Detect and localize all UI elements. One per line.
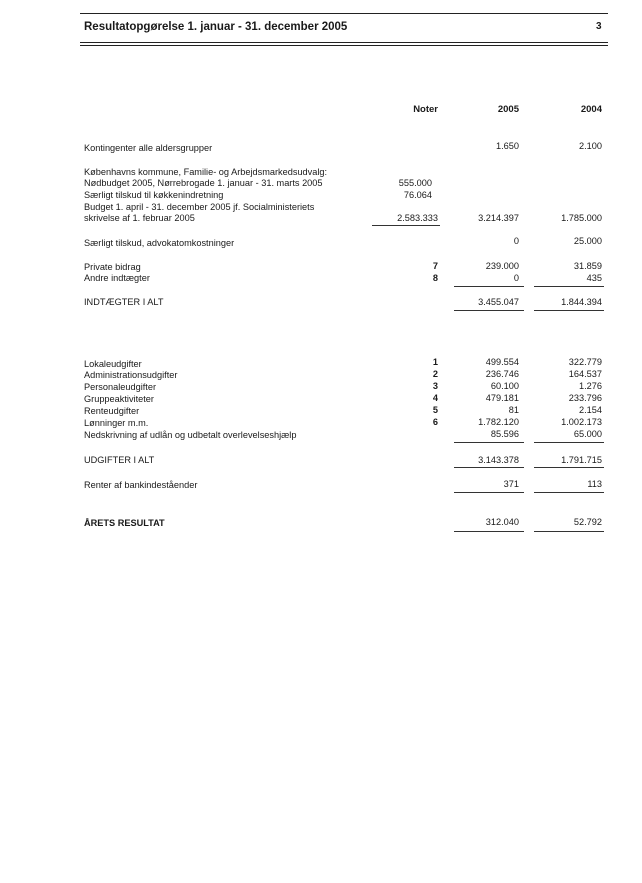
note-col-budget: 2.583.333 <box>397 213 438 223</box>
row-heading-kbh: Københavns kommune, Familie- og Arbejdsmarkedsudvalg: <box>84 167 328 177</box>
value-2005-resultat: 312.040 <box>485 517 519 527</box>
value-2005-personaleudgifter: 60.100 <box>490 381 519 391</box>
value-2004-personaleudgifter: 1.276 <box>579 381 602 391</box>
underline-2004-renter <box>534 492 604 493</box>
note-andre: 8 <box>432 273 438 283</box>
row-label-budget-line2: skrivelse af 1. februar 2005 <box>84 213 195 223</box>
underline-2005-resultat <box>454 531 524 532</box>
row-label-nedskrivning: Nedskrivning af udlån og udbetalt overlevelseshjælp <box>84 430 297 440</box>
value-2005-indtaegter-total: 3.455.047 <box>478 297 519 307</box>
value-2004-advokat: 25.000 <box>573 236 602 246</box>
note-col-noedbudget: 555.000 <box>398 178 432 188</box>
page-number: 3 <box>596 21 602 32</box>
value-2004-renter: 113 <box>587 479 602 489</box>
value-2004-budget: 1.785.000 <box>561 213 602 223</box>
value-2005-private: 239.000 <box>485 261 519 271</box>
value-2004-resultat: 52.792 <box>573 517 602 527</box>
value-2005-udgifter-total: 3.143.378 <box>478 455 519 465</box>
row-label-renter: Renter af bankindeståender <box>84 480 198 490</box>
row-label-saerligt-koekken: Særligt tilskud til køkkenindretning <box>84 190 224 200</box>
note-loenninger: 6 <box>432 417 438 427</box>
underline-2005-indtaegter-total <box>454 310 524 311</box>
value-2005-andre: 0 <box>513 273 519 283</box>
row-label-noedbudget: Nødbudget 2005, Nørrebrogade 1. januar - 31. marts 2005 <box>84 178 323 188</box>
row-label-private: Private bidrag <box>84 262 141 272</box>
row-label-udgifter-total: UDGIFTER I ALT <box>84 455 155 465</box>
column-header-2004: 2004 <box>580 104 602 115</box>
header-top-rule <box>80 13 608 14</box>
value-2005-administrationsudgifter: 236.746 <box>485 369 519 379</box>
underline-2005-udgifter-total <box>454 467 524 468</box>
row-label-budget-line1: Budget 1. april - 31. december 2005 jf. Socialministeriets <box>84 202 315 212</box>
underline-2005-andre <box>454 286 524 287</box>
header-bottom-rule-2 <box>80 45 608 46</box>
underline-2004-resultat <box>534 531 604 532</box>
row-label-loenninger: Lønninger m.m. <box>84 418 149 428</box>
column-header-2005: 2005 <box>497 104 519 115</box>
row-label-advokat: Særligt tilskud, advokatomkostninger <box>84 238 235 248</box>
value-2005-renter: 371 <box>503 479 519 489</box>
note-personaleudgifter: 3 <box>432 381 438 391</box>
note-administrationsudgifter: 2 <box>432 369 438 379</box>
note-private: 7 <box>432 261 438 271</box>
underline-2004-udgifter-total <box>534 467 604 468</box>
row-label-renteudgifter: Renteudgifter <box>84 406 140 416</box>
underline-2004-andre <box>534 286 604 287</box>
value-2005-nedskrivning: 85.596 <box>490 429 519 439</box>
value-2005-renteudgifter: 81 <box>508 405 519 415</box>
value-2005-gruppeaktiviteter: 479.181 <box>485 393 519 403</box>
column-header-noter: Noter <box>413 104 438 115</box>
value-2005-lokaleudgifter: 499.554 <box>485 357 519 367</box>
value-2004-andre: 435 <box>586 273 602 283</box>
row-label-lokaleudgifter: Lokaleudgifter <box>84 359 142 369</box>
value-2004-private: 31.859 <box>573 261 602 271</box>
row-label-resultat: ÅRETS RESULTAT <box>84 518 165 528</box>
note-lokaleudgifter: 1 <box>432 357 438 367</box>
value-2004-administrationsudgifter: 164.537 <box>568 369 602 379</box>
note-renteudgifter: 5 <box>432 405 438 415</box>
value-2005-advokat: 0 <box>513 236 519 246</box>
note-gruppeaktiviteter: 4 <box>432 393 438 403</box>
row-label-personaleudgifter: Personaleudgifter <box>84 382 157 392</box>
underline-2005-renter <box>454 492 524 493</box>
row-label-administrationsudgifter: Administrationsudgifter <box>84 370 178 380</box>
value-2004-nedskrivning: 65.000 <box>573 429 602 439</box>
value-2004-renteudgifter: 2.154 <box>579 405 602 415</box>
value-2004-kontingenter: 2.100 <box>579 141 602 151</box>
underline-budget-note-col <box>372 225 440 226</box>
value-2004-gruppeaktiviteter: 233.796 <box>568 393 602 403</box>
value-2004-loenninger: 1.002.173 <box>561 417 602 427</box>
row-label-kontingenter: Kontingenter alle aldersgrupper <box>84 143 213 153</box>
value-2004-lokaleudgifter: 322.779 <box>568 357 602 367</box>
underline-2005-expenses <box>454 442 524 443</box>
row-label-gruppeaktiviteter: Gruppeaktiviteter <box>84 394 154 404</box>
value-2005-loenninger: 1.782.120 <box>478 417 519 427</box>
value-2004-udgifter-total: 1.791.715 <box>561 455 602 465</box>
value-2005-budget: 3.214.397 <box>478 213 519 223</box>
underline-2004-expenses <box>534 442 604 443</box>
value-2004-indtaegter-total: 1.844.394 <box>561 297 602 307</box>
note-col-saerligt-koekken: 76.064 <box>403 190 432 200</box>
row-label-andre: Andre indtægter <box>84 273 150 283</box>
row-label-indtaegter-total: INDTÆGTER I ALT <box>84 297 164 307</box>
value-2005-kontingenter: 1.650 <box>496 141 519 151</box>
underline-2004-indtaegter-total <box>534 310 604 311</box>
page-title: Resultatopgørelse 1. januar - 31. december 2005 <box>84 21 348 33</box>
header-bottom-rule <box>80 42 608 43</box>
